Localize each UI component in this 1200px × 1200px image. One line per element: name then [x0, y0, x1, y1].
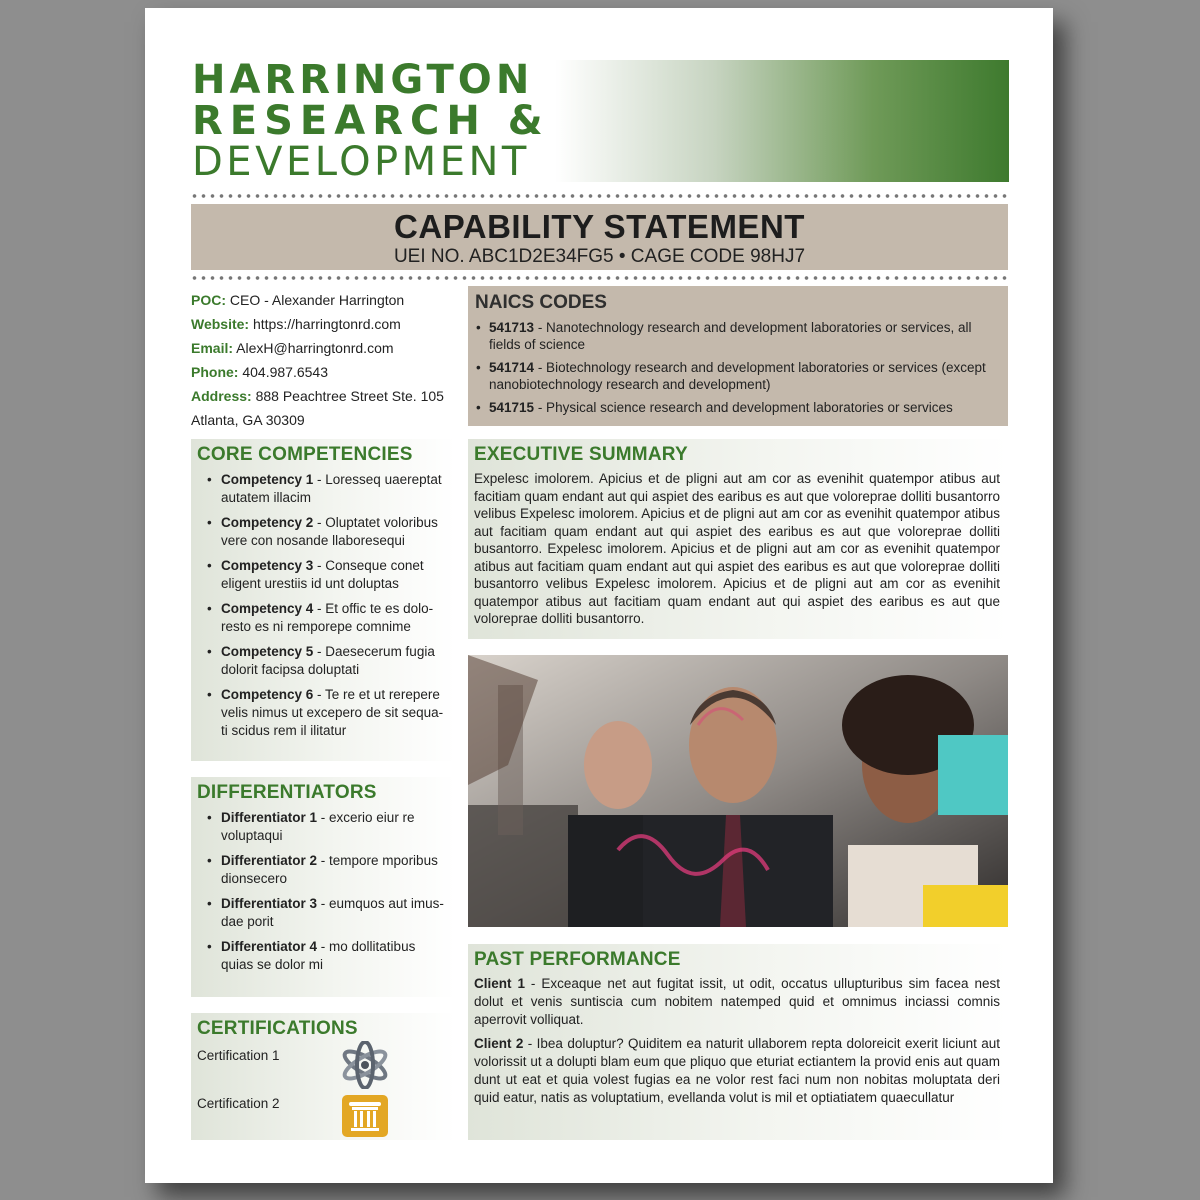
client-entry — [474, 1035, 1000, 1107]
column-icon — [342, 1095, 388, 1137]
naics-title: NAICS CODES — [475, 292, 607, 313]
dotted-divider-top — [190, 193, 1010, 199]
contact-address — [191, 384, 461, 408]
contact-value: 888 Peachtree Street Ste. 105 — [255, 388, 444, 404]
contact-website — [191, 312, 461, 336]
list-item — [201, 557, 449, 593]
certifications-panel — [191, 1013, 455, 1140]
differentiator-desc: - eumquos aut imus-dae porit — [221, 896, 444, 929]
differentiators-list — [197, 809, 449, 974]
competency-name: Competency 2 — [221, 515, 314, 530]
differentiator-desc: - excerio eiur re voluptaqui — [221, 810, 415, 843]
contact-email — [191, 336, 461, 360]
competency-desc: - Et offic te es dolo-resto es ni remporepe comnime — [221, 601, 434, 634]
contact-city — [191, 408, 461, 432]
list-item — [201, 686, 449, 740]
atom-icon — [339, 1041, 391, 1089]
past-performance-title: PAST PERFORMANCE — [474, 949, 681, 970]
competency-desc: - Loresseq uaereptat autatem illacim — [221, 472, 442, 505]
executive-summary-text: Expelesc imolorem. Apicius et de pligni aut am cor as evenihit quatempor atibus aut facitiam quam endant aut qui aspiet des earibus es aut que voloreprae dolliti busantorro velibus Expelesc imolorem. Apicius et de pligni aut am cor as evenihit quatempor atibus aut facitiam quam endant aut qui aspiet des earibus es aut que voloreprae dolliti busantorro. Expelesc imolorem. Apicius et de pligni aut am cor as evenihit quatempor atibus aut facitiam quam endant aut qui aspiet des earibus es aut que voloreprae dolliti busantorro velibus Expelesc imolorem. Apicius et de pligni aut am cor as evenihit quatempor atibus aut facitiam quam endant aut qui aspiet des earibus es aut que voloreprae dolliti busantorro. — [474, 471, 1000, 626]
competency-name: Competency 5 — [221, 644, 314, 659]
contact-value: 404.987.6543 — [242, 364, 328, 380]
list-item — [475, 399, 1000, 416]
competency-desc: - Daesecerum fugia dolorit facipsa doluptati — [221, 644, 435, 677]
list-item — [201, 852, 449, 888]
naics-code: 541713 — [489, 320, 535, 335]
client-desc: - Exceaque net aut fugitat issit, ut odit, occatus ullupturibus sim facea nest dolut et venis suntiscia cum nobitem natemped quid et omnimus inciassi comnis aperrovit volliquat. — [474, 976, 1000, 1027]
contact-label: Address: — [191, 388, 252, 404]
differentiators-title: DIFFERENTIATORS — [197, 782, 377, 803]
contact-value: AlexH@harringtonrd.com — [236, 340, 394, 356]
client-name: Client 2 — [474, 1036, 524, 1051]
naics-code: 541714 — [489, 360, 535, 375]
competency-name: Competency 6 — [221, 687, 314, 702]
list-item — [475, 359, 1000, 393]
capability-banner — [191, 204, 1008, 270]
competency-desc: - Oluptatet voloribus vere con nosande llaboresequi — [221, 515, 438, 548]
differentiator-name: Differentiator 4 — [221, 939, 318, 954]
contact-phone — [191, 360, 461, 384]
capability-codes: UEI NO. ABC1D2E34FG5 • CAGE CODE 98HJ7 — [393, 246, 806, 267]
core-competencies-list — [197, 471, 449, 740]
company-name — [192, 57, 612, 185]
differentiator-name: Differentiator 1 — [221, 810, 318, 825]
competency-name: Competency 3 — [221, 558, 314, 573]
executive-summary-title: EXECUTIVE SUMMARY — [474, 444, 688, 465]
contact-value: CEO - Alexander Harrington — [229, 292, 405, 308]
contact-label: POC: — [191, 292, 226, 308]
naics-code: 541715 — [489, 400, 535, 415]
contact-block — [191, 288, 461, 432]
list-item — [475, 319, 1000, 353]
list-item — [201, 895, 449, 931]
company-name-line3: DEVELOPMENT — [192, 139, 530, 185]
client-desc: - Ibea doluptur? Quiditem ea naturit ullaborem repta doloreicit exerit liciunt aut volorissit ut a dolupti blam eum que pliquo que eturiat ectiantem la provid enis aut quam dunt ut eat et quia volest fugias ea ne volor rest faci num non nobitas moluptata deri quid eatur, natis as voluptatium, evellanda volut is mil et optiatiatem quaecullatur — [474, 1036, 1001, 1105]
differentiator-name: Differentiator 2 — [221, 853, 318, 868]
certification-2-label: Certification 2 — [197, 1096, 280, 1111]
naics-desc: - Physical science research and development laboratories or services — [534, 400, 953, 415]
certifications-title: CERTIFICATIONS — [197, 1018, 358, 1039]
contact-value: https://harringtonrd.com — [252, 316, 401, 332]
differentiators-panel — [191, 777, 455, 997]
list-item — [201, 643, 449, 679]
competency-desc: - Te re et ut rerepere velis nimus ut excepero de sit sequa-ti scidus rem il ilitatur — [221, 687, 444, 738]
client-name: Client 1 — [474, 976, 525, 991]
naics-list — [475, 319, 1000, 416]
company-name-line1: HARRINGTON — [192, 57, 534, 103]
certification-1-label: Certification 1 — [197, 1048, 280, 1063]
past-performance-panel — [468, 944, 1008, 1140]
naics-desc: - Biotechnology research and development laboratories or services (except nanobiotechnology research and development) — [489, 360, 986, 392]
core-competencies-title: CORE COMPETENCIES — [197, 444, 413, 465]
team-photo-illustration — [468, 655, 1008, 927]
list-item — [201, 809, 449, 845]
contact-label: Phone: — [191, 364, 239, 380]
executive-summary-panel — [468, 439, 1008, 639]
dotted-divider-bottom — [190, 275, 1010, 281]
contact-label: Website: — [191, 316, 250, 332]
differentiator-name: Differentiator 3 — [221, 896, 318, 911]
naics-desc: - Nanotechnology research and development laboratories or services, all fields of science — [489, 320, 972, 352]
list-item — [201, 514, 449, 550]
list-item — [201, 938, 449, 974]
competency-name: Competency 1 — [221, 472, 314, 487]
list-item — [201, 600, 449, 636]
contact-poc — [191, 288, 461, 312]
contact-label: Email: — [191, 340, 234, 356]
differentiator-desc: - mo dollitatibus quias se dolor mi — [221, 939, 416, 972]
contact-value: Atlanta, GA 30309 — [191, 412, 305, 428]
competency-desc: - Conseque conet eligent urestiis id unt doluptas — [221, 558, 424, 591]
competency-name: Competency 4 — [221, 601, 314, 616]
capability-title: CAPABILITY STATEMENT — [394, 208, 805, 245]
team-photo — [468, 655, 1008, 927]
core-competencies-panel — [191, 439, 455, 761]
header-gradient-band — [555, 60, 1009, 182]
list-item — [201, 471, 449, 507]
company-name-line2: RESEARCH & — [192, 98, 550, 144]
naics-panel — [468, 286, 1008, 426]
differentiator-desc: - tempore mporibus dionsecero — [221, 853, 438, 886]
client-entry — [474, 975, 1000, 1029]
